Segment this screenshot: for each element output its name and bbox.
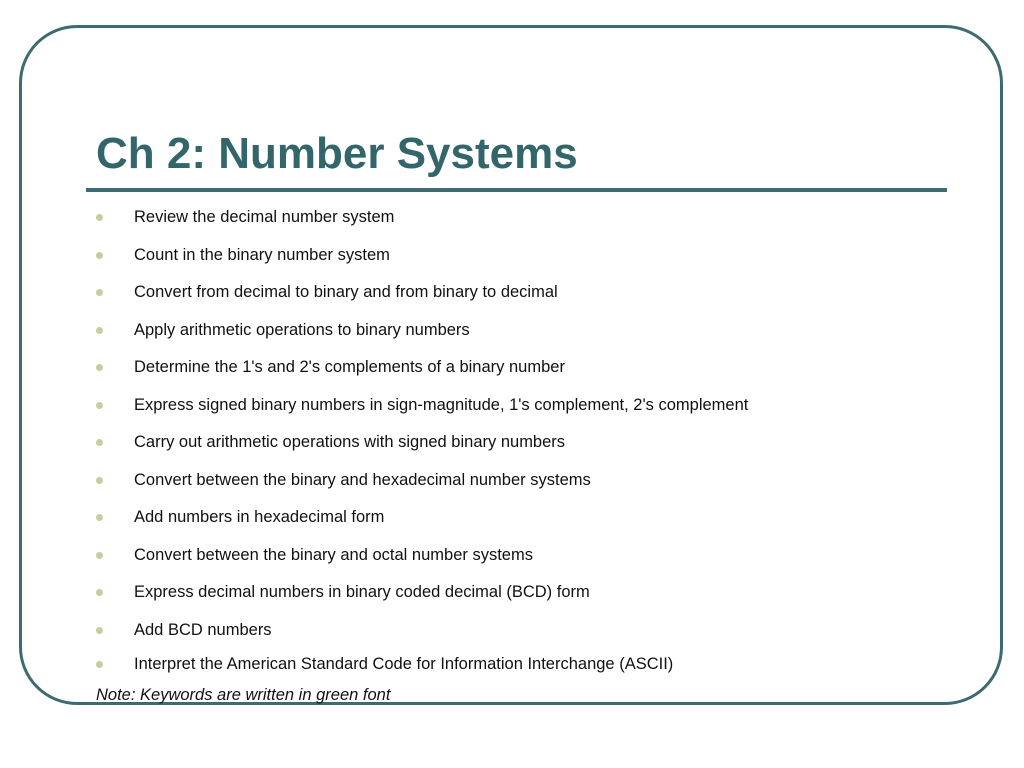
bullet-dot-icon <box>96 477 103 484</box>
list-item <box>96 206 394 228</box>
list-item-text: Review the decimal number system <box>134 207 395 226</box>
slide-title: Ch 2: Number Systems <box>96 129 578 178</box>
bullet-dot-icon <box>96 661 103 668</box>
list-item-text: Determine the 1's and 2's complements of a binary number <box>134 357 565 376</box>
bullet-dot-icon <box>96 552 103 559</box>
list-item <box>96 544 533 566</box>
bullet-dot-icon <box>96 514 103 521</box>
list-item-text: Carry out arithmetic operations with signed binary numbers <box>134 432 566 451</box>
list-item-text: Add numbers in hexadecimal form <box>134 507 385 526</box>
list-item <box>96 319 470 341</box>
list-item <box>96 394 748 416</box>
list-item <box>96 581 590 603</box>
list-item-text: Convert between the binary and hexadecimal number systems <box>134 470 591 489</box>
bullet-dot-icon <box>96 289 103 296</box>
list-item-text: Express signed binary numbers in sign-magnitude, 1's complement, 2's complement <box>134 395 749 414</box>
list-item <box>96 356 565 378</box>
list-item <box>96 469 591 491</box>
list-item-text: Apply arithmetic operations to binary numbers <box>134 320 470 339</box>
bullet-dot-icon <box>96 439 103 446</box>
bullet-dot-icon <box>96 627 103 634</box>
bullet-dot-icon <box>96 327 103 334</box>
list-item <box>96 281 558 303</box>
bullet-dot-icon <box>96 402 103 409</box>
bullet-dot-icon <box>96 589 103 596</box>
list-item-text: Add BCD numbers <box>134 620 272 639</box>
list-item <box>96 431 565 453</box>
list-item <box>96 506 384 528</box>
list-item <box>96 619 272 641</box>
list-item <box>96 244 390 266</box>
list-item-text: Convert between the binary and octal number systems <box>134 545 533 564</box>
list-item-text: Interpret the American Standard Code for Information Interchange (ASCII) <box>134 654 674 673</box>
bullet-dot-icon <box>96 214 103 221</box>
bullet-dot-icon <box>96 364 103 371</box>
list-item-text: Count in the binary number system <box>134 245 390 264</box>
bullet-dot-icon <box>96 252 103 259</box>
list-item-text: Convert from decimal to binary and from binary to decimal <box>134 282 558 301</box>
footnote: Note: Keywords are written in green font <box>96 686 391 704</box>
list-item <box>96 653 673 675</box>
list-item-text: Express decimal numbers in binary coded decimal (BCD) form <box>134 582 590 601</box>
title-divider <box>86 188 947 192</box>
